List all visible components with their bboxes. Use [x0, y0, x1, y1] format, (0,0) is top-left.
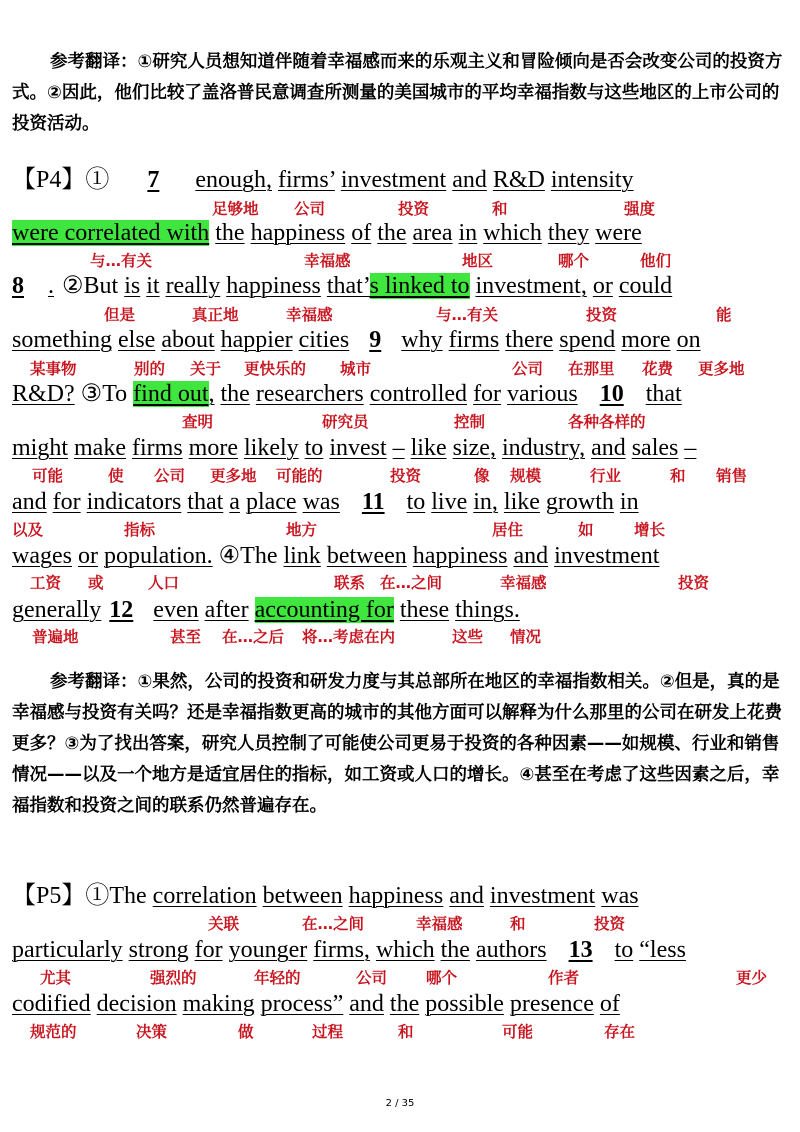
gloss: 和 [398, 1023, 414, 1041]
word: to [406, 489, 426, 515]
word: the [220, 381, 250, 407]
gloss: 公司 [154, 467, 186, 485]
word: authors [475, 937, 547, 963]
p4-label: 【P4】 [12, 167, 86, 193]
gloss: 居住 [492, 521, 524, 539]
gloss: 更快乐的 [244, 360, 307, 378]
word: or [77, 543, 98, 569]
word: like [410, 435, 447, 461]
word: particularly [12, 937, 123, 963]
word: possible [425, 991, 504, 1017]
p4-line-5 [12, 380, 682, 408]
word: about [161, 327, 215, 353]
gloss: 甚至 [170, 628, 202, 646]
gloss: 投资 [678, 574, 710, 592]
sentence-num: ④The [218, 543, 278, 569]
gloss: 过程 [312, 1023, 344, 1041]
gloss: 存在 [604, 1023, 636, 1041]
word: make [74, 435, 126, 461]
word: population. [103, 543, 213, 569]
word: decision [96, 991, 177, 1017]
highlight-phrase: find out [133, 381, 209, 407]
word: that [187, 489, 224, 515]
word: cities [298, 327, 350, 353]
gloss: 可能的 [276, 467, 323, 485]
gloss: 更少 [736, 969, 768, 987]
gloss: 更多地 [210, 467, 257, 485]
gloss: 幸福感 [304, 252, 351, 270]
gloss: 和 [492, 200, 508, 218]
p4-line-8 [12, 542, 659, 570]
word: likely [243, 435, 299, 461]
p4-line-1 [12, 166, 634, 194]
gloss: 投资 [390, 467, 422, 485]
word: which [375, 937, 435, 963]
word: something [12, 327, 112, 353]
blank-12[interactable]: 12 [109, 597, 134, 623]
word: and [452, 167, 487, 193]
word: R&D [492, 167, 545, 193]
word: process” [260, 991, 344, 1017]
gloss: 地区 [462, 252, 494, 270]
gloss: 足够地 [212, 200, 259, 218]
blank-11[interactable]: 11 [361, 489, 385, 515]
gloss: 与…有关 [90, 252, 153, 270]
word: growth [545, 489, 614, 515]
word: on [676, 327, 701, 353]
gloss: 在…之后 [222, 628, 285, 646]
word: happiness [250, 220, 346, 246]
word: the [377, 220, 407, 246]
word: were [595, 220, 642, 246]
word: even [153, 597, 199, 623]
gloss: 投资 [586, 306, 618, 324]
word: codified [12, 991, 91, 1017]
word: enough, [195, 167, 273, 193]
gloss: 使 [108, 467, 124, 485]
gloss: 控制 [454, 413, 486, 431]
word: area [412, 220, 453, 246]
translation-paragraph-2: 参考翻译：①果然，公司的投资和研发力度与其总部所在地区的幸福指数相关。②但是，真的是幸福感与投资有关吗？还是幸福指数更高的城市的其他方面可以解释为什么那里的公司在研发上花费更多？③为了找出答案，研究人员控制了可能使公司更易于投资的各种因素——如规模、行业和销售情况——以及一个地方是适宜居住的指标，如工资或人口的增长。④甚至在考虑了这些因素之后，幸福指数和投资之间的联系仍然普遍存在。 [12, 672, 782, 816]
word: was [302, 489, 340, 515]
gloss: 花费 [642, 360, 674, 378]
p5-line-1 [12, 882, 639, 910]
gloss: 在那里 [568, 360, 615, 378]
gloss: 工资 [30, 574, 62, 592]
word: that’ [326, 273, 370, 299]
p4-line-4 [12, 326, 701, 354]
gloss: 规范的 [30, 1023, 77, 1041]
word: it [146, 273, 160, 299]
blank-8[interactable]: 8 [12, 273, 24, 299]
word: the [440, 937, 470, 963]
word: really [165, 273, 221, 299]
highlight-phrase: were correlated with [12, 220, 210, 246]
word: in [619, 489, 639, 515]
gloss: 哪个 [426, 969, 458, 987]
sentence-num: ②But [62, 273, 119, 299]
gloss: 查明 [182, 413, 214, 431]
word: and [513, 543, 549, 569]
word: place [245, 489, 297, 515]
gloss: 投资 [398, 200, 430, 218]
word: correlation [152, 883, 257, 909]
word: for [473, 381, 502, 407]
word: and [449, 883, 484, 909]
p4-line-7 [12, 488, 639, 516]
gloss: 与…有关 [436, 306, 499, 324]
translation-paragraph-1: 参考翻译：①研究人员想知道伴随着幸福感而来的乐观主义和冒险倾向是否会改变公司的投资方式。②因此，他们比较了盖洛普民意调查所测量的美国城市的平均幸福指数与这些地区的上市公司的投资活动。 [12, 52, 783, 134]
gloss: 关联 [208, 915, 240, 933]
gloss: 和 [670, 467, 686, 485]
gloss: 某事物 [30, 360, 77, 378]
p4-line-3 [12, 272, 672, 300]
blank-9[interactable]: 9 [369, 327, 382, 353]
gloss: 情况 [510, 628, 542, 646]
word: wages [12, 543, 72, 569]
gloss: 投资 [594, 915, 626, 933]
page-number: 2 / 35 [385, 1098, 415, 1109]
gloss: 可能 [502, 1023, 534, 1041]
p5-line-2 [12, 936, 686, 964]
word: more [188, 435, 238, 461]
gloss: 联系 [334, 574, 366, 592]
word: else [118, 327, 156, 353]
gloss: 将…考虑在内 [302, 628, 396, 646]
gloss: 这些 [452, 628, 484, 646]
blank-10[interactable]: 10 [599, 381, 624, 407]
word: various [507, 381, 578, 407]
word: for [194, 937, 223, 963]
gloss: 哪个 [558, 252, 590, 270]
word: was [601, 883, 639, 909]
sentence-num: ③To [80, 381, 128, 407]
word: happiness [226, 273, 321, 299]
word: intensity [550, 167, 634, 193]
word: there [505, 327, 554, 353]
word: investment [340, 167, 447, 193]
gloss: 在…之间 [380, 574, 443, 592]
gloss: 他们 [640, 252, 672, 270]
word: spend [559, 327, 616, 353]
word: – [392, 435, 405, 461]
word: or [592, 273, 613, 299]
blank-7[interactable]: 7 [147, 167, 160, 193]
word: happiness [412, 543, 508, 569]
word: firms, [313, 937, 370, 963]
word: firms [132, 435, 183, 461]
word: is [124, 273, 141, 299]
word: researchers [255, 381, 364, 407]
gloss: 关于 [190, 360, 222, 378]
gloss: 指标 [124, 521, 156, 539]
word: investment, [475, 273, 587, 299]
gloss: 但是 [104, 306, 136, 324]
gloss: 尤其 [40, 969, 72, 987]
word: why [401, 327, 443, 353]
word: happiness [348, 883, 444, 909]
word: these [399, 597, 450, 623]
gloss: 强烈的 [150, 969, 197, 987]
word: , [208, 381, 215, 407]
sentence-num: ①The [85, 883, 147, 909]
gloss: 规模 [510, 467, 542, 485]
word: presence [509, 991, 594, 1017]
word: “less [639, 937, 686, 963]
gloss: 城市 [340, 360, 372, 378]
word: of [599, 991, 620, 1017]
gloss: 普遍地 [32, 628, 79, 646]
word: that [645, 381, 682, 407]
highlight-phrase: s linked to [369, 273, 470, 299]
word: they [547, 220, 590, 246]
gloss: 年轻的 [254, 969, 301, 987]
word: between [262, 883, 343, 909]
gloss: 能 [716, 306, 732, 324]
word: a [229, 489, 240, 515]
gloss: 强度 [624, 200, 656, 218]
word: firms [448, 327, 500, 353]
word: R&D? [12, 381, 75, 407]
word: to [614, 937, 634, 963]
gloss: 和 [510, 915, 526, 933]
word: generally [12, 597, 102, 623]
gloss: 在…之间 [302, 915, 365, 933]
gloss: 别的 [134, 360, 166, 378]
word: sales [631, 435, 679, 461]
word: to [304, 435, 324, 461]
highlight-phrase: accounting for [254, 597, 394, 623]
word: strong [128, 937, 189, 963]
gloss: 增长 [634, 521, 666, 539]
word: making [182, 991, 255, 1017]
word: the [389, 991, 420, 1017]
gloss: 公司 [512, 360, 544, 378]
gloss: 幸福感 [500, 574, 547, 592]
p4-line-6 [12, 434, 696, 462]
word: size, [452, 435, 496, 461]
gloss: 研究员 [322, 413, 369, 431]
gloss: 真正地 [192, 306, 239, 324]
word: . [48, 273, 54, 299]
p4-line-2 [12, 219, 642, 247]
word: might [12, 435, 69, 461]
gloss: 以及 [12, 521, 44, 539]
gloss: 销售 [716, 467, 748, 485]
word: younger [228, 937, 308, 963]
gloss: 可能 [32, 467, 64, 485]
gloss: 人口 [148, 574, 180, 592]
gloss: 如 [578, 521, 594, 539]
word: between [326, 543, 407, 569]
word: and [349, 991, 384, 1017]
word: live [431, 489, 468, 515]
gloss: 幸福感 [416, 915, 463, 933]
gloss: 地方 [286, 521, 318, 539]
p4-line-9 [12, 596, 520, 624]
word: more [621, 327, 671, 353]
word: controlled [369, 381, 468, 407]
word: invest [329, 435, 387, 461]
gloss: 或 [88, 574, 104, 592]
word: firms’ [278, 167, 335, 193]
word: indicators [86, 489, 182, 515]
word: in [458, 220, 478, 246]
word: investment [489, 883, 596, 909]
word: for [52, 489, 81, 515]
blank-13[interactable]: 13 [568, 937, 593, 963]
gloss: 行业 [590, 467, 622, 485]
word: the [215, 220, 245, 246]
word: in, [473, 489, 498, 515]
word: after [204, 597, 249, 623]
word: happier [220, 327, 293, 353]
gloss: 幸福感 [286, 306, 333, 324]
gloss: 各种各样的 [568, 413, 646, 431]
gloss: 像 [474, 467, 490, 485]
word: and [12, 489, 47, 515]
word: investment [554, 543, 660, 569]
word: industry, [501, 435, 586, 461]
sentence-num: ① [85, 167, 110, 193]
word: and [591, 435, 626, 461]
word: – [684, 435, 697, 461]
word: like [503, 489, 540, 515]
gloss: 决策 [136, 1023, 168, 1041]
gloss: 公司 [356, 969, 388, 987]
gloss: 公司 [294, 200, 326, 218]
word: which [483, 220, 542, 246]
p5-line-3 [12, 990, 620, 1018]
gloss: 作者 [548, 969, 580, 987]
p5-label: 【P5】 [12, 883, 86, 909]
word: could [618, 273, 673, 299]
gloss: 更多地 [698, 360, 745, 378]
word: things. [455, 597, 520, 623]
gloss: 做 [238, 1023, 254, 1041]
word: link [283, 543, 321, 569]
word: of [351, 220, 372, 246]
